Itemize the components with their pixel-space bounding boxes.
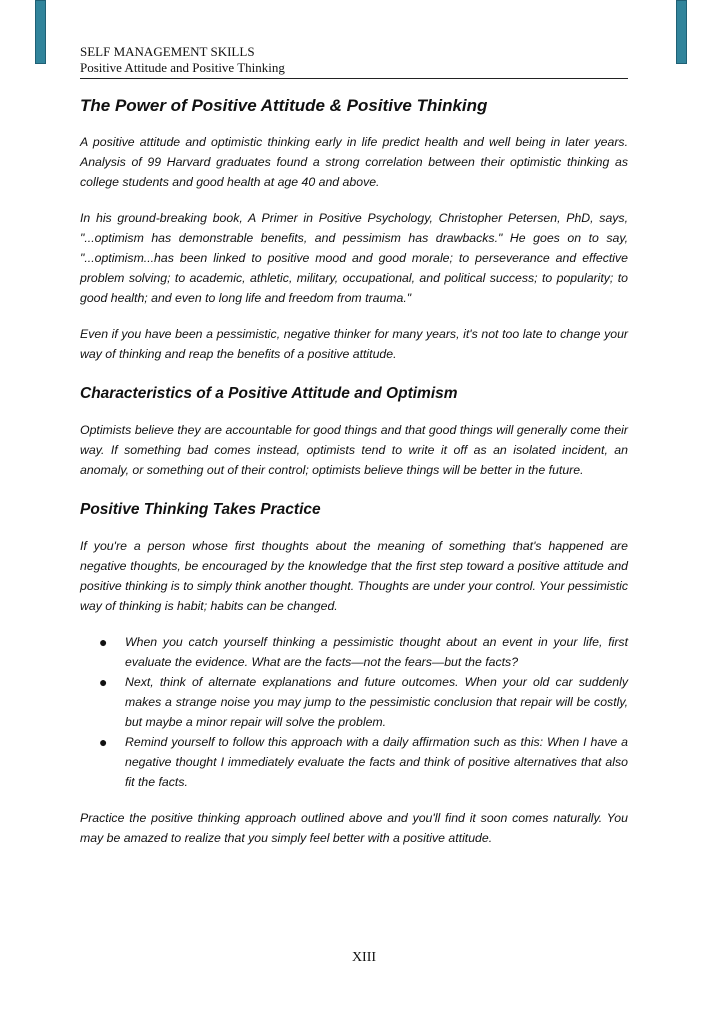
paragraph: Practice the positive thinking approach outlined above and you'll find it soon comes naturally. You may be amazed to realize that you simply feel better with a positive attitude. [80,811,628,845]
header-subtitle: Positive Attitude and Positive Thinking [80,60,285,75]
paragraph: In his ground-breaking book, A Primer in Positive Psychology, Christopher Petersen, PhD, says, "...optimism has demonstrable benefits, and pessimism has drawbacks." He goes on to say, "...optimism...has been linked to positive mood and good morale; to perseverance and effective problem solving; to academic, athletic, military, occupational, and political success; to popularity; to good health; and even to long life and freedom from trauma." [80,211,628,305]
header-title: SELF MANAGEMENT SKILLS [80,44,255,59]
paragraph: Optimists believe they are accountable for good things and that good things will generally come their way. If something bad comes instead, optimists tend to write it off as an isolated incident, an anomaly, or something out of their control; optimists believe things will be better in the future. [80,423,628,477]
list-item [99,632,628,672]
page-number: XIII [351,950,377,965]
list-item-text: Remind yourself to follow this approach with a daily affirmation such as this: When I have a negative thought I immediately evaluate the facts and think of positive alternatives that also fit the facts. [125,735,628,789]
list-item [99,672,628,732]
bullet-icon: ● [99,674,108,690]
bullet-icon: ● [99,634,108,650]
document-page [80,44,628,848]
section-title-characteristics: Characteristics of a Positive Attitude and Optimism [80,385,458,402]
running-header [80,44,628,76]
practice-bullet-list [80,632,628,792]
section-title-power: The Power of Positive Attitude & Positive Thinking [80,96,488,115]
list-item [99,732,628,792]
list-item-text: When you catch yourself thinking a pessimistic thought about an event in your life, first evaluate the evidence. What are the facts—not the fears—but the facts? [125,635,628,669]
list-item-text: Next, think of alternate explanations and future outcomes. When your old car suddenly makes a strange noise you may jump to the pessimistic conclusion that repair will be costly, but maybe a minor repair will solve the problem. [125,675,628,729]
paragraph: Even if you have been a pessimistic, negative thinker for many years, it's not too late to change your way of thinking and reap the benefits of a positive attitude. [80,327,628,361]
right-accent-bar [676,0,687,64]
header-rule [80,78,628,79]
left-accent-bar [35,0,46,64]
paragraph: A positive attitude and optimistic thinking early in life predict health and well being in later years. Analysis of 99 Harvard graduates found a strong correlation between their optimistic thinking as college students and good health at age 40 and above. [80,135,628,189]
bullet-icon: ● [99,734,108,750]
section-title-practice: Positive Thinking Takes Practice [80,501,321,518]
paragraph: If you're a person whose first thoughts about the meaning of something that's happened are negative thoughts, be encouraged by the knowledge that the first step toward a positive attitude and positive thinking is to simply think another thought. Thoughts are under your control. Your pessimistic way of thinking is habit; habits can be changed. [80,539,628,613]
